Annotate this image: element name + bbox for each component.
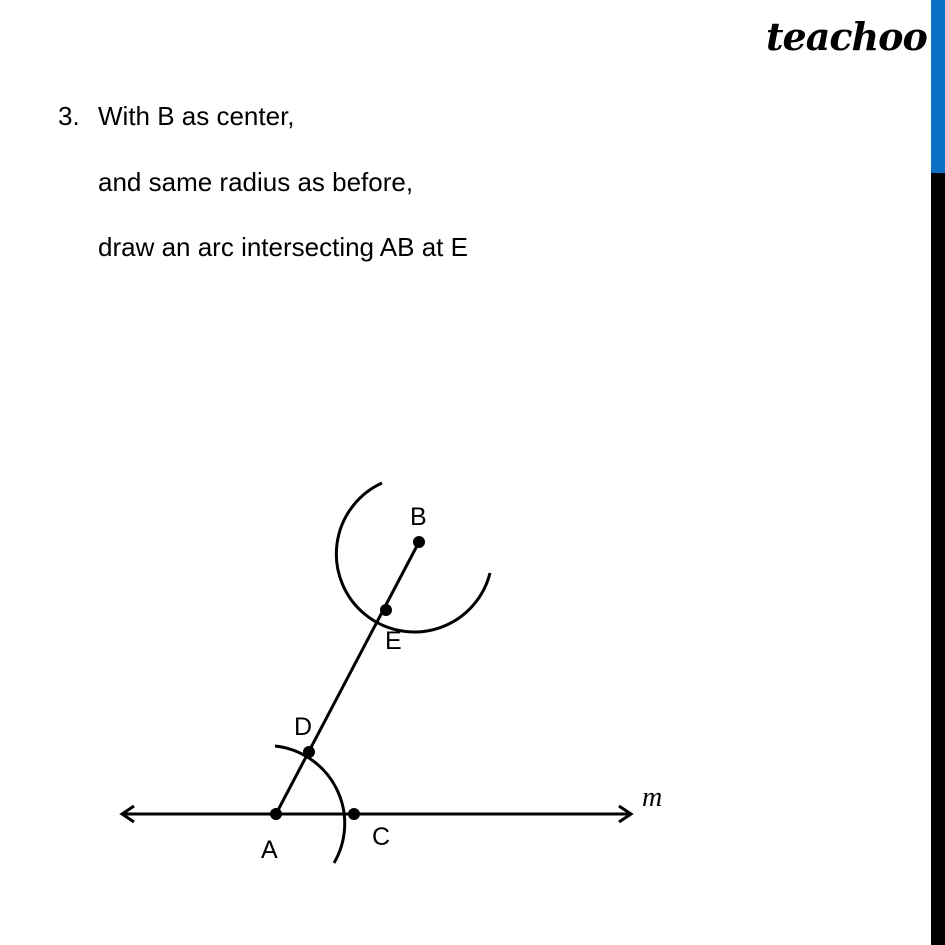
line-m: [122, 806, 631, 822]
label-a: A: [261, 836, 278, 864]
point-c: [348, 808, 360, 820]
point-d: [303, 746, 315, 758]
point-e: [380, 604, 392, 616]
label-c: C: [372, 823, 391, 851]
label-d: D: [294, 713, 313, 741]
teachoo-logo: teachoo: [766, 14, 927, 59]
segment-ab: [276, 542, 419, 814]
step-number: 3.: [58, 101, 80, 131]
instruction-line-2: and same radius as before,: [98, 167, 414, 197]
label-b: B: [410, 503, 427, 531]
instruction-line-1: With B as center,: [98, 101, 295, 131]
point-a: [270, 808, 282, 820]
point-b: [413, 536, 425, 548]
label-e: E: [385, 627, 402, 655]
arc-centered-a: [275, 746, 345, 863]
instruction-line-3: draw an arc intersecting AB at E: [98, 232, 468, 262]
label-m: m: [642, 782, 663, 813]
